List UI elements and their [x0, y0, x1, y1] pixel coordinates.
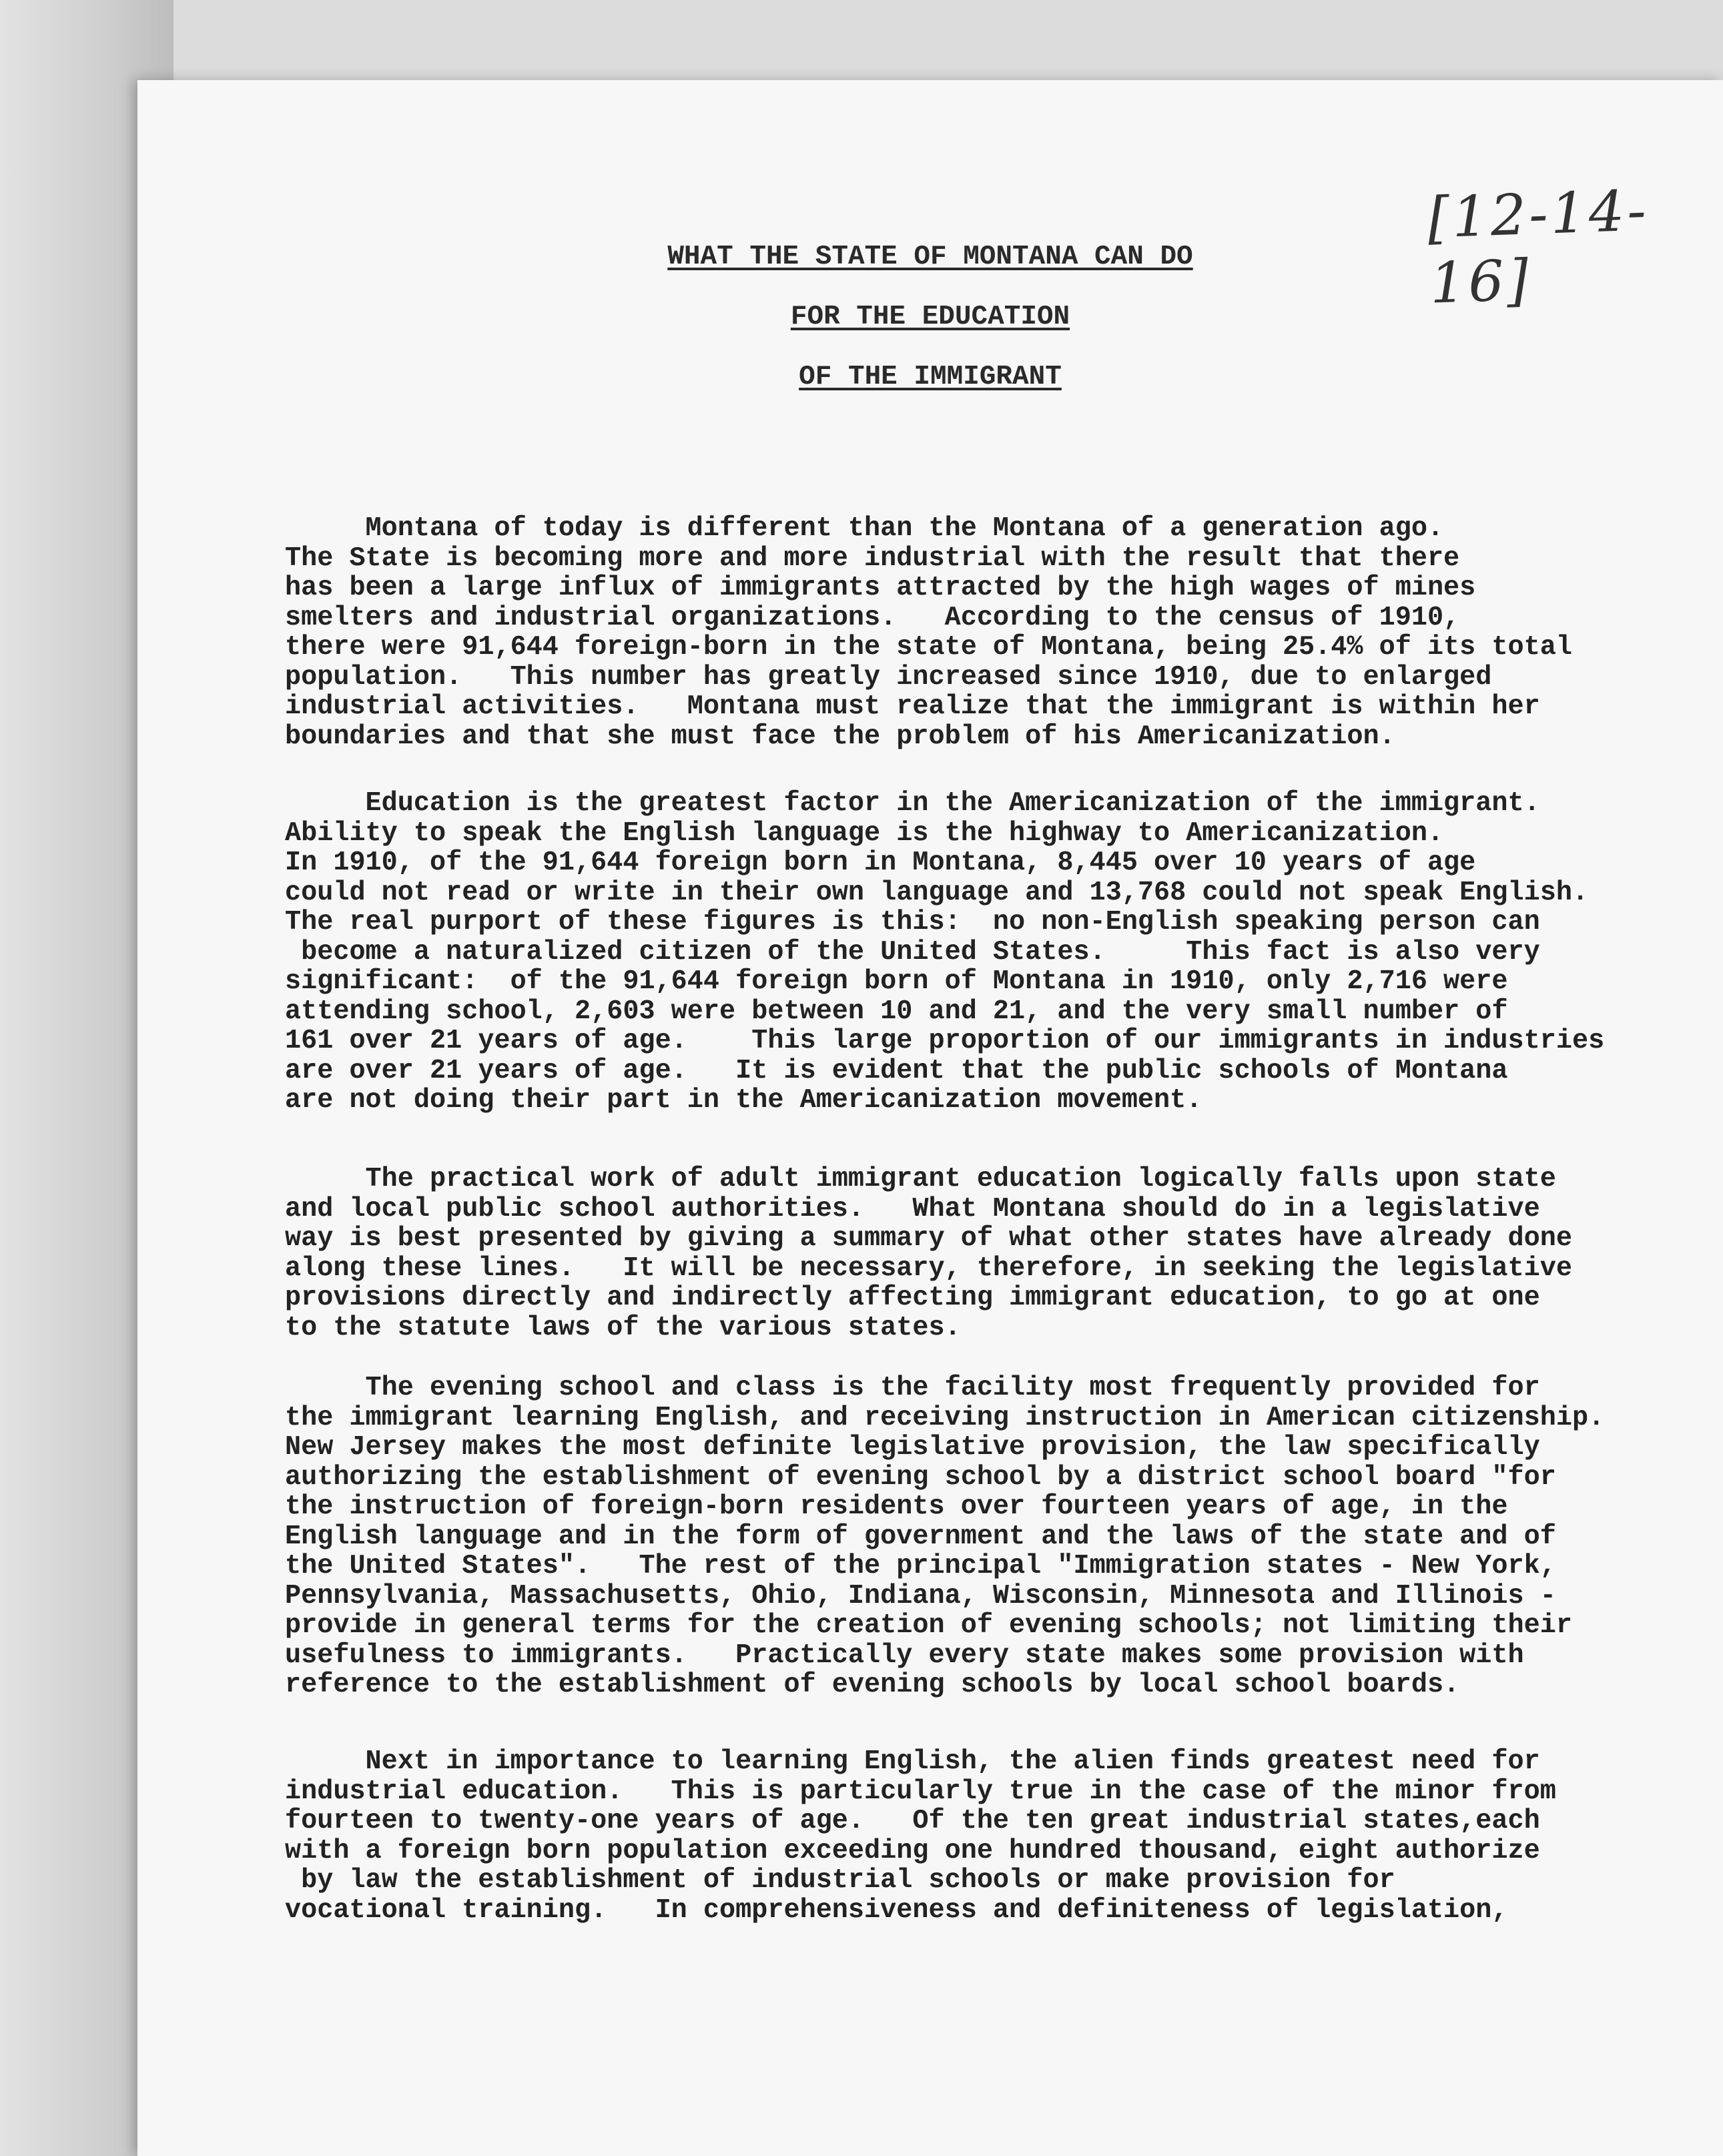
text-line: population. This number has greatly increased since 1910, due to enlarged	[285, 661, 1492, 693]
text-line: provide in general terms for the creation of evening schools; not limiting their	[285, 1610, 1572, 1641]
text-line: become a naturalized citizen of the United States. This fact is also very	[285, 936, 1540, 968]
text-line: significant: of the 91,644 foreign born of Montana in 1910, only 2,716 were	[285, 966, 1508, 997]
text-line: and local public school authorities. What Montana should do in a legislative	[285, 1193, 1540, 1224]
text-line: The practical work of adult immigrant education logically falls upon state	[285, 1164, 1556, 1194]
text-line: could not read or write in their own language and 13,768 could not speak English.	[285, 877, 1589, 908]
text-line: In 1910, of the 91,644 foreign born in Montana, 8,445 over 10 years of age	[285, 847, 1476, 878]
paragraph-1	[285, 514, 1572, 751]
text-line: industrial education. This is particularly true in the case of the minor from	[285, 1776, 1556, 1807]
paragraph-4	[285, 1373, 1604, 1700]
text-line: are not doing their part in the Americanization movement.	[285, 1085, 1202, 1116]
text-line: with a foreign born population exceeding one hundred thousand, eight authorize	[285, 1835, 1540, 1866]
handwritten-date-note: [12-14-16]	[1426, 177, 1650, 316]
text-line: Ability to speak the English language is the highway to Americanization.	[285, 817, 1444, 849]
text-line: has been a large influx of immigrants attracted by the high wages of mines	[285, 573, 1476, 603]
text-line: smelters and industrial organizations. According to the census of 1910,	[285, 602, 1460, 633]
text-line: fourteen to twenty-one years of age. Of the ten great industrial states,each	[285, 1806, 1540, 1836]
text-line: along these lines. It will be necessary, therefore, in seeking the legislative	[285, 1252, 1572, 1284]
text-line: 161 over 21 years of age. This large proportion of our immigrants in industries	[285, 1026, 1605, 1056]
text-line: reference to the establishment of evening schools by local school boards.	[285, 1670, 1460, 1700]
text-line: The evening school and class is the facility most frequently provided for	[285, 1373, 1540, 1403]
text-line: the instruction of foreign-born residents over fourteen years of age, in the	[285, 1491, 1508, 1522]
text-line: Pennsylvania, Massachusetts, Ohio, Indiana, Wisconsin, Minnesota and Illinois -	[285, 1580, 1556, 1611]
title-line-2: FOR THE EDUCATION	[790, 302, 1070, 332]
text-line: The State is becoming more and more industrial with the result that there	[285, 543, 1460, 574]
text-line: authorizing the establishment of evening school by a district school board "for	[285, 1461, 1556, 1493]
text-line: are over 21 years of age. It is evident that the public schools of Montana	[285, 1055, 1508, 1086]
document-page	[137, 80, 1723, 2156]
text-line: to the statute laws of the various states.	[285, 1312, 961, 1343]
text-line: attending school, 2,603 were between 10 and 21, and the very small number of	[285, 996, 1508, 1027]
paragraph-5	[285, 1747, 1556, 1925]
text-line: The real purport of these figures is this: no non-English speaking person can	[285, 907, 1540, 938]
text-line: English language and in the form of government and the laws of the state and of	[285, 1521, 1556, 1552]
text-line: New Jersey makes the most definite legislative provision, the law specifically	[285, 1432, 1540, 1463]
text-line: boundaries and that she must face the problem of his Americanization.	[285, 721, 1395, 752]
title-line-1: WHAT THE STATE OF MONTANA CAN DO	[667, 242, 1193, 272]
text-line: by law the establishment of industrial schools or make provision for	[285, 1865, 1395, 1896]
text-line: the immigrant learning English, and receiving instruction in American citizenship.	[285, 1402, 1605, 1433]
text-line: vocational training. In comprehensiveness and definiteness of legislation,	[285, 1894, 1508, 1926]
text-line: Next in importance to learning English, the alien finds greatest need for	[285, 1746, 1540, 1777]
text-line: provisions directly and indirectly affecting immigrant education, to go at one	[285, 1283, 1540, 1313]
title-line-3: OF THE IMMIGRANT	[799, 362, 1062, 392]
paragraph-2	[285, 789, 1604, 1116]
text-line: usefulness to immigrants. Practically every state makes some provision with	[285, 1640, 1524, 1671]
text-line: Education is the greatest factor in the Americanization of the immigrant.	[285, 788, 1540, 819]
paragraph-3	[285, 1164, 1572, 1343]
text-line: there were 91,644 foreign-born in the state of Montana, being 25.4% of its total	[285, 632, 1572, 663]
text-line: industrial activities. Montana must realize that the immigrant is within her	[285, 691, 1540, 722]
text-line: the United States". The rest of the principal "Immigration states - New York,	[285, 1551, 1556, 1581]
text-line: Montana of today is different than the Montana of a generation ago.	[285, 513, 1444, 544]
text-line: way is best presented by giving a summary of what other states have already done	[285, 1223, 1572, 1254]
